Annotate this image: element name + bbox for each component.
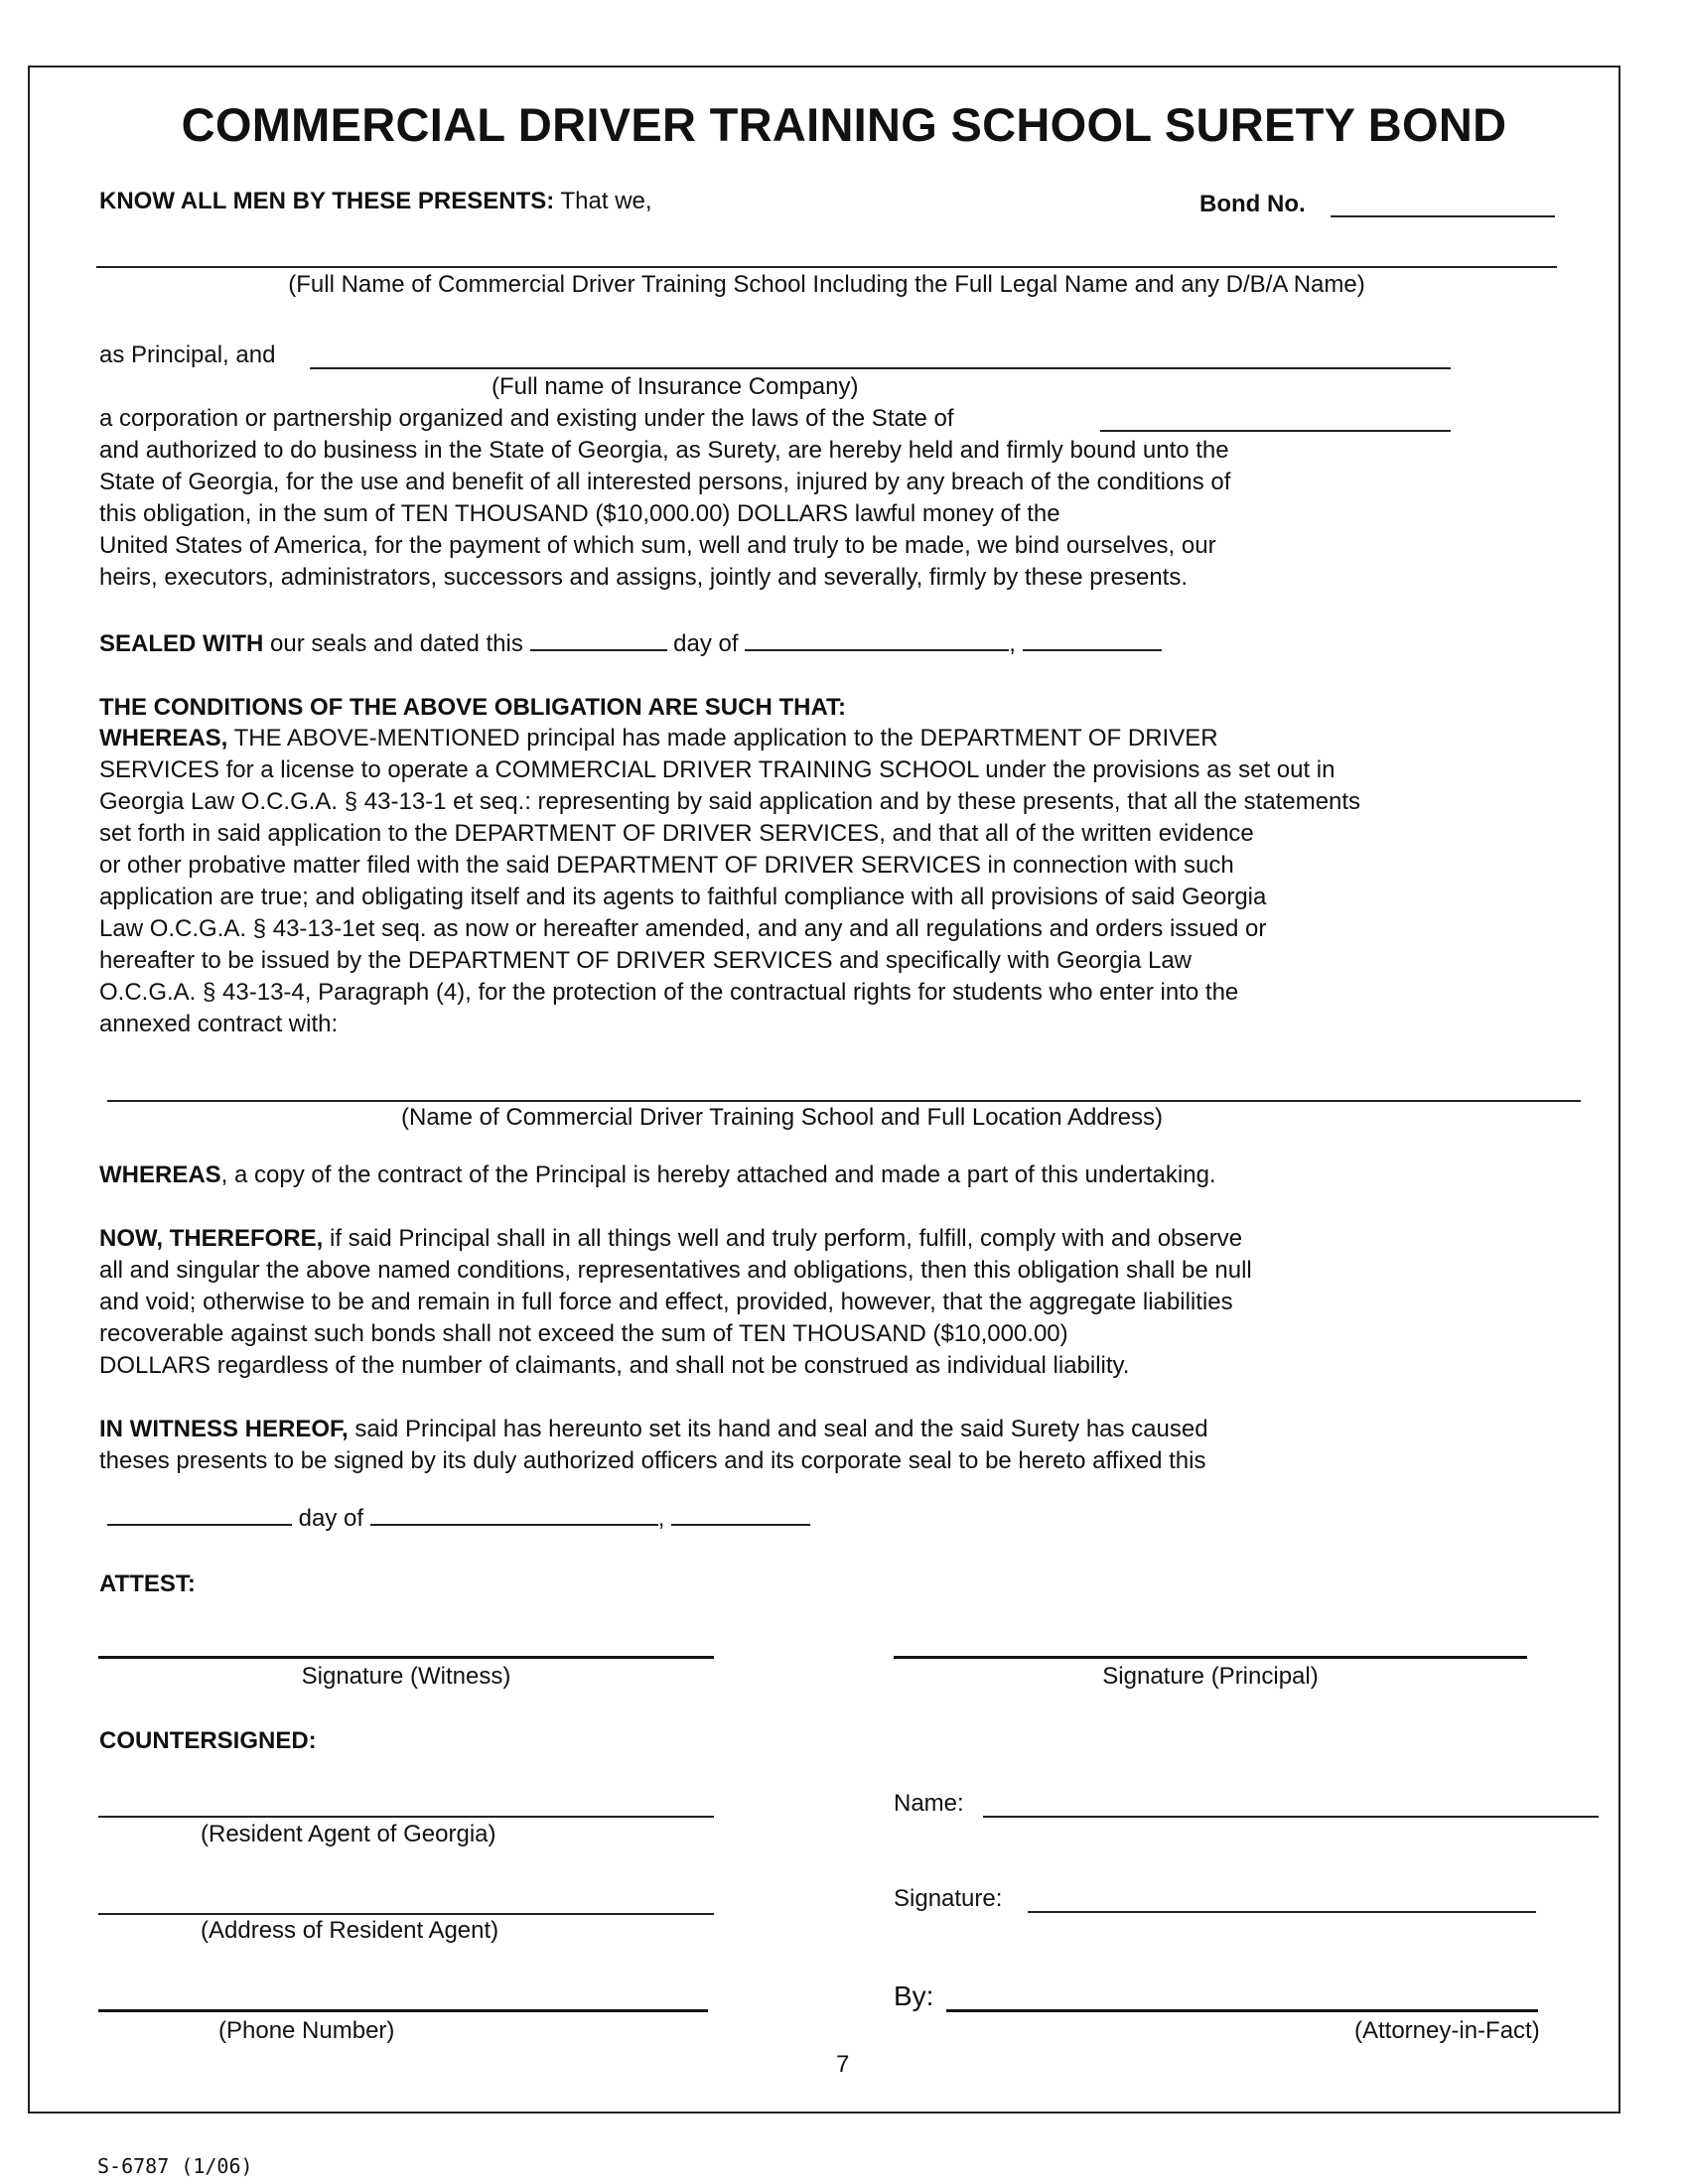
witness-signature-field[interactable] — [98, 1656, 714, 1659]
whereas-line: Georgia Law O.C.G.A. § 43-13-1 et seq.: representing by said application and by these presents, that all the statements — [99, 788, 1361, 815]
surety-line: this obligation, in the sum of TEN THOUSAND ($10,000.00) DOLLARS lawful money of the — [99, 500, 1060, 527]
surety-line: heirs, executors, administrators, successors and assigns, jointly and severally, firmly by these presents. — [99, 564, 1189, 591]
whereas-paragraph — [99, 723, 1360, 1040]
sealed-day-field[interactable] — [530, 627, 667, 651]
page-number: 7 — [836, 2051, 850, 2078]
sealed-comma: , — [1009, 630, 1016, 657]
witness-date-line — [107, 1502, 810, 1535]
agent-address-caption: (Address of Resident Agent) — [201, 1917, 499, 1944]
whereas-line: or other probative matter filed with the said DEPARTMENT OF DRIVER SERVICES in connection with such — [99, 852, 1234, 879]
witness-paragraph — [99, 1414, 1208, 1477]
know-all-men-heading: KNOW ALL MEN BY THESE PRESENTS: — [99, 188, 555, 214]
surety-paragraph — [99, 403, 1230, 594]
witness-heading: IN WITNESS HEREOF, — [99, 1416, 349, 1442]
attorney-in-fact-caption: (Attorney-in-Fact) — [1354, 2017, 1540, 2044]
witness-comma: , — [657, 1505, 665, 1532]
now-therefore-line: recoverable against such bonds shall not exceed the sum of TEN THOUSAND ($10,000.00) — [99, 1320, 1068, 1347]
whereas-line: application are true; and obligating itself and its agents to faithful compliance with all provisions of said Georgia — [99, 884, 1267, 910]
state-of-field[interactable] — [1100, 430, 1451, 432]
witness-line: said Principal has hereunto set its hand and seal and the said Surety has caused — [348, 1416, 1208, 1442]
principal-signature-caption: Signature (Principal) — [1102, 1663, 1319, 1690]
principal-prefix: as Principal, and — [99, 341, 276, 368]
insurance-company-caption: (Full name of Insurance Company) — [492, 373, 859, 400]
bond-number-label: Bond No. — [1199, 191, 1306, 217]
sealed-with-line — [99, 627, 1162, 660]
witness-line: theses presents to be signed by its duly authorized officers and its corporate seal to be hereto affixed this — [99, 1447, 1206, 1474]
witness-year-field[interactable] — [671, 1502, 810, 1526]
name-field[interactable] — [983, 1816, 1599, 1818]
whereas-line: set forth in said application to the DEPARTMENT OF DRIVER SERVICES, and that all of the written evidence — [99, 820, 1254, 847]
school-location-caption: (Name of Commercial Driver Training School and Full Location Address) — [401, 1104, 1163, 1131]
whereas-line: hereafter to be issued by the DEPARTMENT OF DRIVER SERVICES and specifically with Georgia Law — [99, 947, 1193, 974]
whereas-heading: WHEREAS, — [99, 725, 228, 751]
now-therefore-heading: NOW, THEREFORE, — [99, 1225, 324, 1252]
know-all-men-line — [99, 186, 652, 217]
phone-number-caption: (Phone Number) — [218, 2017, 395, 2044]
sealed-year-field[interactable] — [1023, 627, 1162, 651]
whereas-contract-heading: WHEREAS — [99, 1161, 221, 1188]
insurance-company-field[interactable] — [310, 367, 1451, 369]
surety-line: State of Georgia, for the use and benefit of all interested persons, injured by any breach of the conditions of — [99, 469, 1231, 495]
whereas-line: O.C.G.A. § 43-13-4, Paragraph (4), for the protection of the contractual rights for students who enter into the — [99, 979, 1239, 1006]
witness-day-field[interactable] — [107, 1502, 292, 1526]
now-therefore-line: DOLLARS regardless of the number of claimants, and shall not be construed as individual liability. — [99, 1352, 1130, 1379]
school-name-field[interactable] — [96, 266, 1557, 268]
witness-signature-caption: Signature (Witness) — [301, 1663, 511, 1690]
whereas-contract-line — [99, 1160, 1216, 1191]
sealed-day-of: day of — [666, 630, 746, 657]
principal-signature-field[interactable] — [894, 1656, 1527, 1659]
attorney-signature-field[interactable] — [946, 2009, 1538, 2012]
witness-month-field[interactable] — [370, 1502, 658, 1526]
whereas-line: Law O.C.G.A. § 43-13-1et seq. as now or hereafter amended, and any and all regulations and orders issued or — [99, 915, 1267, 942]
conditions-heading: THE CONDITIONS OF THE ABOVE OBLIGATION ARE SUCH THAT: — [99, 694, 846, 721]
bond-number-field[interactable] — [1331, 215, 1555, 217]
now-therefore-line: and void; otherwise to be and remain in full force and effect, provided, however, that the aggregate liabilities — [99, 1289, 1233, 1315]
resident-agent-field[interactable] — [98, 1816, 714, 1818]
sealed-with-heading: SEALED WITH — [99, 630, 264, 657]
surety-line: United States of America, for the payment of which sum, well and truly to be made, we bind ourselves, our — [99, 532, 1216, 559]
witness-day-of: day of — [292, 1505, 370, 1532]
form-number: S-6787 (1/06) — [97, 2154, 253, 2178]
phone-number-field[interactable] — [98, 2009, 708, 2012]
countersigned-heading: COUNTERSIGNED: — [99, 1727, 317, 1754]
whereas-contract-text: , a copy of the contract of the Principal is hereby attached and made a part of this undertaking. — [220, 1161, 1216, 1188]
name-label: Name: — [894, 1790, 964, 1817]
whereas-line: SERVICES for a license to operate a COMMERCIAL DRIVER TRAINING SCHOOL under the provisions as set out in — [99, 756, 1336, 783]
now-therefore-line: if said Principal shall in all things well and truly perform, fulfill, comply with and observe — [323, 1225, 1243, 1252]
now-therefore-paragraph — [99, 1223, 1252, 1382]
attest-heading: ATTEST: — [99, 1570, 196, 1597]
by-label: By: — [894, 1980, 934, 2011]
whereas-line: THE ABOVE-MENTIONED principal has made application to the DEPARTMENT OF DRIVER — [227, 725, 1218, 751]
sealed-month-field[interactable] — [745, 627, 1009, 651]
signature-label: Signature: — [894, 1885, 1003, 1912]
now-therefore-line: all and singular the above named conditions, representatives and obligations, then this obligation shall be null — [99, 1257, 1252, 1284]
surety-signature-field[interactable] — [1028, 1911, 1536, 1913]
document-title: COMMERCIAL DRIVER TRAINING SCHOOL SURETY BOND — [181, 98, 1507, 151]
resident-agent-caption: (Resident Agent of Georgia) — [201, 1821, 496, 1847]
surety-line: a corporation or partnership organized and existing under the laws of the State of — [99, 405, 954, 432]
school-name-caption: (Full Name of Commercial Driver Training School Including the Full Legal Name and any D/B/A Name) — [288, 271, 1365, 298]
sealed-with-text: our seals and dated this — [263, 630, 523, 657]
know-all-men-text: That we, — [554, 188, 652, 214]
whereas-line: annexed contract with: — [99, 1011, 339, 1037]
surety-line: and authorized to do business in the State of Georgia, as Surety, are hereby held and firmly bound unto the — [99, 437, 1229, 464]
